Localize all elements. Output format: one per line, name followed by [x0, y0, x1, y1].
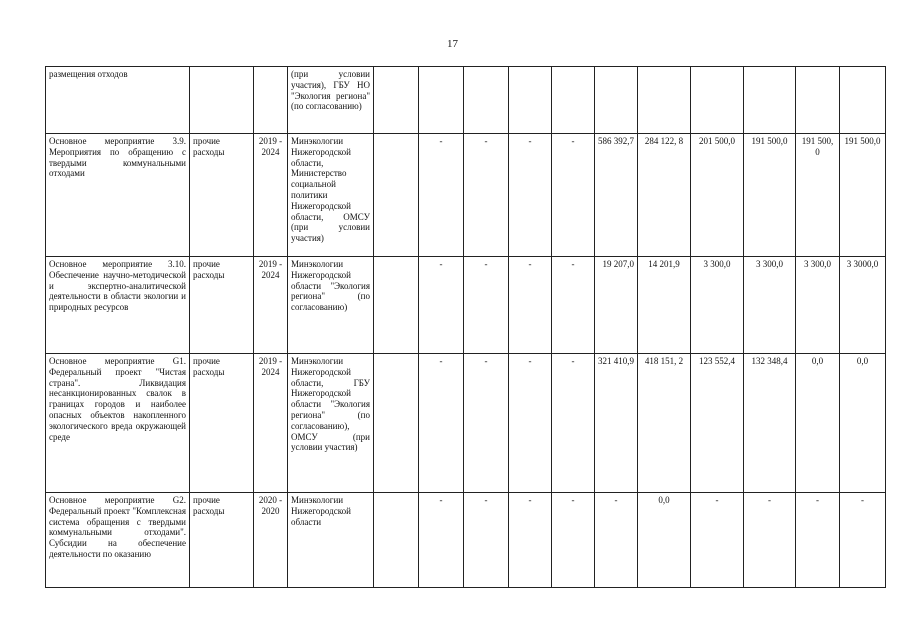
empty-cell [374, 257, 419, 354]
page-number: 17 [447, 38, 458, 50]
expense-type-cell [190, 67, 254, 134]
value-cell-v9: 3 300,0 [796, 257, 840, 354]
executor-cell: Минэкологии Нижегородской области, Министерство социальной политики Нижегородской области, ОМСУ (при условии участия) [288, 134, 374, 257]
value-cell-v2: - [464, 257, 509, 354]
value-cell-v7 [691, 67, 744, 134]
value-cell-v7: - [691, 493, 744, 588]
executor-cell: Минэкологии Нижегородской области, ГБУ Нижегородской области "Экология региона" (по согласованию), ОМСУ (при условии участия) [288, 354, 374, 493]
table-row [46, 67, 886, 134]
value-cell-v5 [595, 67, 638, 134]
budget-table [45, 66, 886, 588]
executor-cell: (при условии участия), ГБУ НО "Экология региона" (по согласованию) [288, 67, 374, 134]
value-cell-v2: - [464, 493, 509, 588]
value-cell-v9 [796, 67, 840, 134]
value-cell-v7: 123 552,4 [691, 354, 744, 493]
expense-type-cell: прочие расходы [190, 257, 254, 354]
value-cell-v6: 0,0 [638, 493, 691, 588]
expense-type-cell: прочие расходы [190, 134, 254, 257]
value-cell-v8: - [744, 493, 796, 588]
value-cell-v1 [419, 67, 464, 134]
activity-name-cell: размещения отходов [46, 67, 190, 134]
value-cell-v1: - [419, 354, 464, 493]
activity-name-cell: Основное мероприятие G2. Федеральный проект "Комплексная система обращения с твердыми коммунальными отходами". Субсидии на обеспечение деятельности по оказанию [46, 493, 190, 588]
value-cell-v4: - [552, 493, 595, 588]
activity-name-cell: Основное мероприятие G1. Федеральный проект "Чистая страна". Ликвидация несанкционированных свалок в границах городов и наиболее опасных объектов накопленного экологического вреда окружающей среде [46, 354, 190, 493]
value-cell-v2: - [464, 354, 509, 493]
value-cell-v8: 132 348,4 [744, 354, 796, 493]
value-cell-v8 [744, 67, 796, 134]
table-row [46, 354, 886, 493]
activity-name-cell: Основное мероприятие 3.10. Обеспечение научно-методической и экспертно-аналитической деятельности в области экологии и природных ресурсов [46, 257, 190, 354]
value-cell-v8: 3 300,0 [744, 257, 796, 354]
executor-cell: Минэкологии Нижегородской области "Экология региона" (по согласованию) [288, 257, 374, 354]
value-cell-v8: 191 500,0 [744, 134, 796, 257]
value-cell-v1: - [419, 257, 464, 354]
value-cell-v2: - [464, 134, 509, 257]
empty-cell [374, 493, 419, 588]
value-cell-v5: 321 410,9 [595, 354, 638, 493]
value-cell-v7: 201 500,0 [691, 134, 744, 257]
empty-cell [374, 134, 419, 257]
value-cell-v4: - [552, 134, 595, 257]
table-row [46, 493, 886, 588]
value-cell-v10 [840, 67, 886, 134]
value-cell-v4: - [552, 257, 595, 354]
value-cell-v9: 0,0 [796, 354, 840, 493]
value-cell-v5: 586 392,7 [595, 134, 638, 257]
table-row [46, 134, 886, 257]
value-cell-v1: - [419, 493, 464, 588]
value-cell-v1: - [419, 134, 464, 257]
value-cell-v9: - [796, 493, 840, 588]
value-cell-v3: - [509, 134, 552, 257]
value-cell-v4 [552, 67, 595, 134]
value-cell-v5: 19 207,0 [595, 257, 638, 354]
value-cell-v3: - [509, 257, 552, 354]
value-cell-v5: - [595, 493, 638, 588]
value-cell-v3 [509, 67, 552, 134]
empty-cell [374, 354, 419, 493]
executor-cell: Минэкологии Нижегородской области [288, 493, 374, 588]
period-cell [254, 67, 288, 134]
value-cell-v10: - [840, 493, 886, 588]
table-row [46, 257, 886, 354]
value-cell-v10: 0,0 [840, 354, 886, 493]
value-cell-v3: - [509, 354, 552, 493]
activity-name-cell: Основное мероприятие 3.9. Мероприятия по обращению с твердыми коммунальными отходами [46, 134, 190, 257]
empty-cell [374, 67, 419, 134]
value-cell-v6: 284 122, 8 [638, 134, 691, 257]
value-cell-v10: 191 500,0 [840, 134, 886, 257]
value-cell-v6: 14 201,9 [638, 257, 691, 354]
value-cell-v7: 3 300,0 [691, 257, 744, 354]
value-cell-v4: - [552, 354, 595, 493]
period-cell: 2019 - 2024 [254, 354, 288, 493]
value-cell-v9: 191 500, 0 [796, 134, 840, 257]
value-cell-v6 [638, 67, 691, 134]
value-cell-v6: 418 151, 2 [638, 354, 691, 493]
value-cell-v2 [464, 67, 509, 134]
value-cell-v10: 3 3000,0 [840, 257, 886, 354]
expense-type-cell: прочие расходы [190, 354, 254, 493]
period-cell: 2019 - 2024 [254, 257, 288, 354]
period-cell: 2020 - 2020 [254, 493, 288, 588]
period-cell: 2019 - 2024 [254, 134, 288, 257]
value-cell-v3: - [509, 493, 552, 588]
expense-type-cell: прочие расходы [190, 493, 254, 588]
